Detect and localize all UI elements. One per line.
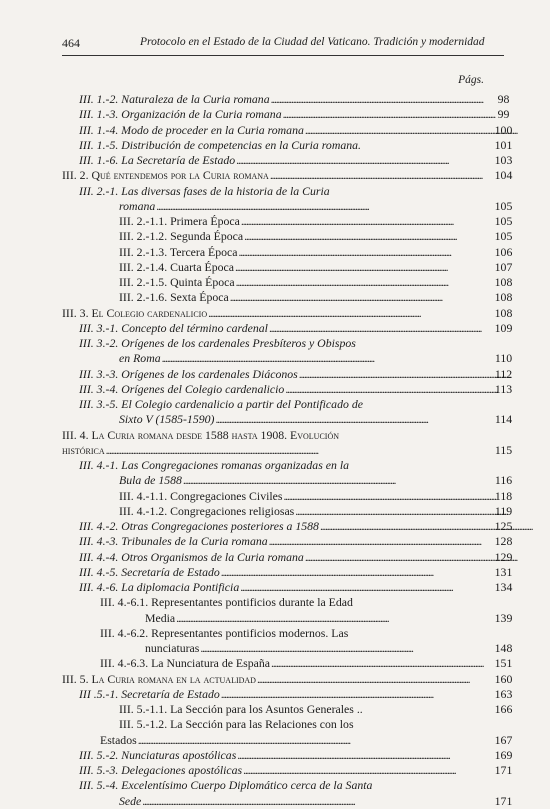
dot-leader	[238, 245, 484, 260]
dot-leader	[298, 367, 510, 382]
toc-entry-title: III. 5.-2. Nunciaturas apostólicas	[79, 747, 237, 762]
dot-leader	[269, 168, 483, 183]
toc-entry	[62, 244, 513, 260]
toc-entry	[62, 442, 513, 458]
toc-entry	[62, 686, 513, 702]
toc-entry-title: III. 2.-1. Las diversas fases de la historia de la Curia	[79, 183, 330, 198]
toc-entry-title: Sixto V (1585-1590)	[119, 412, 215, 427]
toc-entry-title: III. 4.-4. Otros Organismos de la Curia romana	[79, 549, 304, 564]
toc-entry-title: III. 4.-2. Otras Congregaciones posteriores a 1588	[79, 519, 319, 533]
toc-entry	[62, 793, 513, 809]
dot-leader	[284, 382, 496, 397]
pages-column-label: Págs.	[458, 74, 484, 86]
toc-entry-title: III. 4. La Curia romana desde 1588 hasta 1908. Evolución	[62, 427, 340, 442]
toc-entry-title: III. 2.-1.3. Tercera Época	[119, 244, 238, 259]
toc-entry-page: 167	[494, 732, 513, 747]
dot-leader	[175, 611, 483, 626]
toc-entry-page: 128	[494, 534, 513, 549]
toc-entry-title: Media	[145, 610, 176, 625]
toc-entry-title: III. 1.-2. Naturaleza de la Curia romana	[79, 92, 270, 106]
dot-leader	[207, 306, 483, 321]
running-header: Protocolo en el Estado de la Ciudad del Vaticano. Tradición y modernidad	[140, 36, 485, 48]
toc-entry	[62, 184, 483, 199]
dot-leader	[182, 473, 483, 488]
table-of-contents	[62, 92, 513, 809]
toc-entry-title: III. 3.-1. Concepto del término cardenal	[79, 320, 268, 335]
toc-entry	[62, 671, 513, 687]
toc-entry	[62, 610, 513, 626]
toc-entry-page: 103	[494, 153, 513, 167]
toc-entry-title: III. 5. La Curia romana en la actualidad	[62, 671, 256, 686]
toc-entry-page: 108	[494, 275, 513, 289]
toc-entry-title: III. 3.-2. Orígenes de los cardenales Presbíteros y Obispos	[79, 336, 356, 350]
toc-entry-title: III .5.-1. Secretaría de Estado	[79, 686, 220, 701]
toc-entry-page: 106	[494, 244, 513, 259]
toc-entry-page: 116	[494, 473, 513, 488]
toc-entry	[62, 595, 483, 610]
toc-entry	[62, 168, 513, 183]
toc-entry-page: 171	[494, 763, 513, 777]
toc-entry-page: 101	[494, 137, 513, 152]
toc-entry	[62, 763, 513, 778]
toc-entry	[62, 366, 513, 382]
toc-entry-page: 107	[494, 259, 513, 274]
dot-leader	[220, 565, 483, 580]
toc-entry-title: III. 4.-1.2. Congregaciones religiosas	[119, 503, 295, 518]
toc-entry	[62, 351, 513, 366]
toc-entry-title: III. 4.-6.2. Representantes pontificios modernos. Las	[100, 625, 349, 640]
toc-entry-title: III. 4.-1.1. Congregaciones Civiles	[119, 488, 283, 503]
toc-entry-title: Bula de 1588	[119, 473, 182, 488]
toc-entry-page: 105	[494, 198, 513, 213]
dot-leader	[268, 321, 483, 336]
toc-entry-title: III. 4.-6. La diplomacia Pontificia	[79, 580, 240, 594]
toc-entry	[62, 534, 513, 549]
dot-leader	[270, 656, 483, 671]
toc-entry-page: 139	[494, 610, 513, 625]
toc-entry	[62, 549, 513, 565]
toc-entry-title: III. 2.-1.4. Cuarta Época	[119, 259, 234, 274]
header-rule	[62, 55, 504, 56]
toc-entry	[62, 473, 513, 488]
toc-entry	[62, 428, 483, 443]
toc-entry-page: 118	[494, 488, 513, 503]
dot-leader	[242, 763, 483, 778]
toc-entry	[62, 626, 483, 641]
toc-entry-title: III. 5.-1.1. La Sección para los Asuntos Generales ..	[119, 702, 363, 716]
toc-entry-page: 100	[494, 122, 513, 137]
toc-entry-title: III. 3.-3. Orígenes de los cardenales Diáconos	[79, 366, 298, 381]
toc-entry	[62, 488, 513, 504]
toc-entry	[62, 336, 483, 351]
toc-entry-title: Estados	[100, 732, 137, 747]
toc-entry	[62, 381, 513, 397]
dot-leader	[155, 199, 483, 214]
toc-entry-title: III. 2.-1.1. Primera Época	[119, 214, 240, 228]
dot-leader	[243, 229, 483, 244]
toc-entry	[62, 397, 483, 412]
toc-entry-page: 129	[494, 549, 513, 564]
toc-entry-title: III. 1.-6. La Secretaría de Estado	[79, 153, 236, 167]
toc-entry	[62, 564, 513, 580]
dot-leader	[220, 687, 483, 702]
dot-leader	[235, 275, 483, 290]
dot-leader	[294, 504, 506, 519]
dot-leader	[161, 351, 483, 366]
toc-entry	[62, 198, 513, 214]
toc-entry-page: 108	[494, 290, 513, 305]
toc-entry-page: 134	[494, 580, 513, 594]
dot-leader	[199, 641, 483, 656]
toc-entry-title: III. 4.-6.1. Representantes pontificios durante la Edad	[100, 595, 353, 610]
toc-entry	[62, 519, 513, 534]
dot-leader	[240, 214, 483, 229]
toc-entry-page: 105	[494, 229, 513, 244]
toc-entry-title: III. 3.-5. El Colegio cardenalicio a partir del Pontificado de	[79, 397, 363, 411]
toc-entry-title: III. 3.-4. Orígenes del Colegio cardenalicio	[79, 381, 285, 396]
toc-entry	[62, 747, 513, 763]
toc-entry	[62, 641, 513, 656]
toc-entry-page: 110	[494, 351, 513, 366]
dot-leader	[239, 580, 483, 595]
toc-entry-title: III. 4.-1. Las Congregaciones romanas organizadas en la	[79, 458, 350, 472]
toc-entry-title: III. 4.-5. Secretaría de Estado	[79, 564, 220, 579]
toc-entry	[62, 275, 513, 290]
toc-entry-page: 151	[494, 656, 513, 671]
toc-entry-title: III. 1.-3. Organización de la Curia romana	[79, 107, 282, 122]
toc-entry-page: 99	[497, 107, 510, 122]
dot-leader	[236, 748, 483, 763]
toc-entry	[62, 290, 513, 305]
toc-entry	[62, 458, 483, 473]
toc-entry-title: en Roma	[119, 351, 161, 366]
toc-entry	[62, 320, 513, 336]
dot-leader	[137, 733, 483, 748]
toc-entry-title: III. 5.-1.2. La Sección para las Relaciones con los	[119, 717, 354, 732]
toc-entry-page: 169	[494, 747, 513, 762]
toc-entry	[62, 305, 513, 321]
toc-entry-page: 163	[494, 686, 513, 701]
toc-entry-page: 109	[494, 320, 513, 335]
toc-entry-page: 148	[494, 641, 513, 655]
page-number: 464	[62, 36, 80, 50]
toc-entry-page: 113	[494, 381, 513, 396]
dot-leader	[105, 443, 483, 458]
toc-entry	[62, 702, 513, 717]
toc-entry-page: 125	[494, 519, 513, 533]
toc-entry-title: III. 2.-1.5. Quinta Época	[119, 275, 235, 289]
toc-entry-page: 108	[494, 305, 513, 320]
toc-entry	[62, 92, 510, 107]
dot-leader	[256, 672, 483, 687]
toc-entry	[62, 137, 513, 153]
dot-leader	[282, 107, 494, 122]
toc-entry-page: 131	[494, 564, 513, 579]
toc-entry-page: 112	[494, 366, 513, 381]
toc-entry-page: 115	[494, 442, 513, 457]
toc-entry-page: 171	[494, 793, 513, 808]
toc-entry-title: III. 5.-4. Excelentísimo Cuerpo Diplomático cerca de la Santa	[79, 778, 373, 793]
toc-entry-title: Sede	[119, 793, 142, 808]
toc-entry-page: 98	[497, 92, 510, 106]
toc-entry-title: III. 1.-5. Distribución de competencias en la Curia romana.	[79, 137, 361, 152]
toc-entry-title: III. 4.-3. Tribunales de la Curia romana	[79, 534, 268, 549]
toc-entry-title: III. 2.-1.6. Sexta Época	[119, 290, 229, 305]
toc-entry-title: III. 5.-3. Delegaciones apostólicas	[79, 763, 243, 777]
toc-entry-title: III. 3. El Colegio cardenalicio	[62, 305, 208, 320]
toc-entry	[62, 153, 513, 168]
dot-leader	[229, 290, 483, 305]
toc-entry-title: III. 2.-1.2. Segunda Época	[119, 229, 244, 244]
toc-entry	[62, 732, 513, 748]
toc-entry	[62, 717, 483, 732]
toc-entry	[62, 503, 513, 519]
toc-entry	[62, 778, 483, 793]
toc-entry-title: nunciaturas	[145, 641, 200, 655]
toc-entry	[62, 107, 510, 122]
toc-entry	[62, 656, 513, 671]
dot-leader	[234, 260, 483, 275]
toc-entry-title: III. 4.-6.3. La Nunciatura de España	[100, 656, 271, 671]
toc-entry-page: 160	[494, 671, 513, 686]
toc-entry-page: 166	[494, 702, 513, 716]
toc-entry	[62, 412, 513, 427]
toc-entry-page: 105	[494, 214, 513, 228]
toc-entry-title: romana	[119, 198, 156, 213]
toc-entry-title: histórica	[62, 442, 105, 457]
toc-entry	[62, 259, 513, 275]
toc-entry-title: III. 2. Qué entendemos por la Curia romana	[62, 168, 269, 183]
dot-leader	[268, 534, 483, 549]
toc-entry	[62, 229, 513, 244]
toc-entry	[62, 122, 513, 138]
toc-entry	[62, 214, 513, 229]
toc-entry-title: III. 1.-4. Modo de proceder en la Curia romana	[79, 122, 304, 137]
dot-leader	[270, 92, 483, 107]
dot-leader	[282, 489, 494, 504]
dot-leader	[141, 794, 483, 809]
toc-entry	[62, 580, 513, 595]
toc-entry-page: 119	[494, 503, 513, 518]
dot-leader	[235, 153, 483, 168]
dot-leader	[214, 412, 483, 427]
toc-entry-page: 114	[494, 412, 513, 427]
toc-entry-page: 104	[494, 168, 513, 183]
